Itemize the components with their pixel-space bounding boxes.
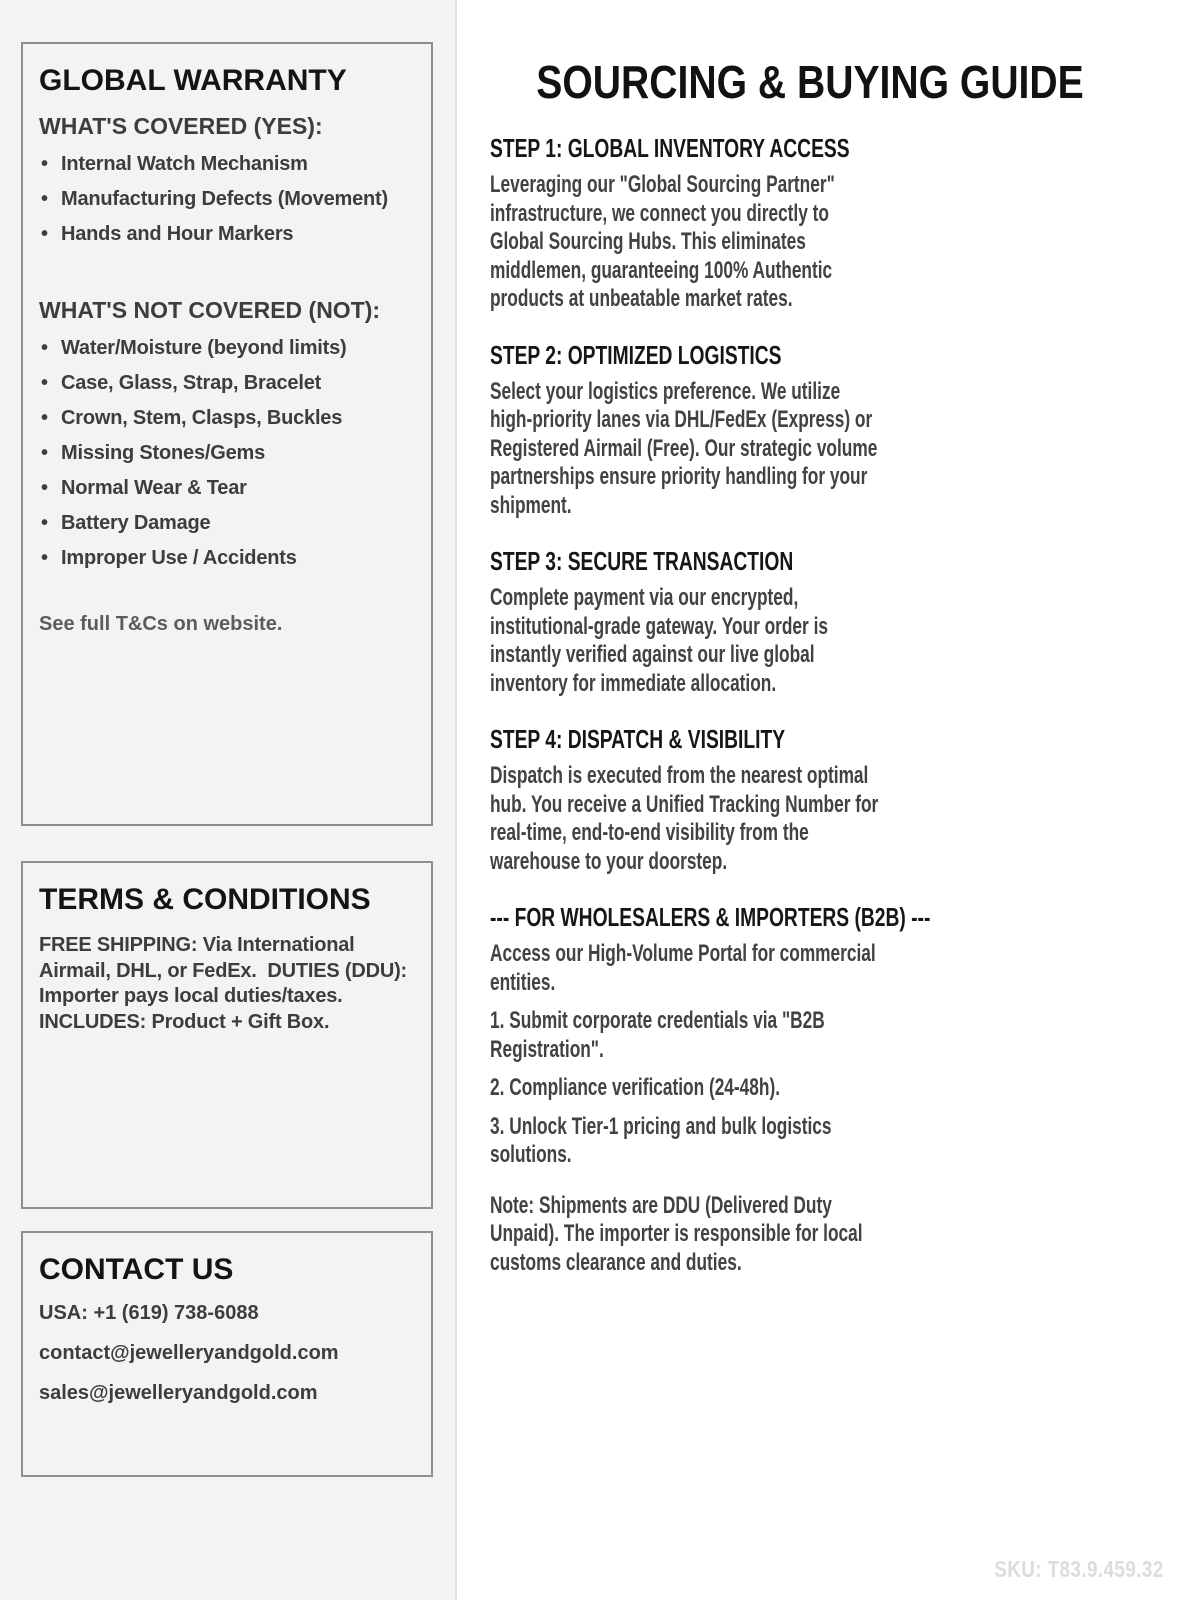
list-item: • Water/Moisture (beyond limits) [39, 337, 415, 359]
step-4-heading: STEP 4: DISPATCH & VISIBILITY [490, 724, 786, 754]
page-title-row [457, 57, 1163, 107]
not-covered-heading: WHAT'S NOT COVERED (NOT): [39, 297, 381, 323]
list-item: • Case, Glass, Strap, Bracelet [39, 372, 415, 394]
warranty-title: GLOBAL WARRANTY [39, 64, 347, 97]
terms-body: FREE SHIPPING: Via International Airmail, DHL, or FedEx. DUTIES (DDU): Importer pays local duties/taxes. INCLUDES: Product + Gift Box. [39, 934, 413, 1033]
contact-title: CONTACT US [39, 1253, 234, 1286]
contact-phone: USA: +1 (619) 738-6088 [39, 1302, 259, 1324]
terms-panel [21, 861, 433, 1209]
global-warranty-panel [21, 42, 433, 826]
b2b-item-3: 3. Unlock Tier-1 pricing and bulk logistics solutions. [490, 1112, 832, 1168]
list-item: • Normal Wear & Tear [39, 477, 415, 499]
sku-label: SKU: T83.9.459.32 [994, 1556, 1164, 1582]
list-item: • Manufacturing Defects (Movement) [39, 188, 415, 210]
step-2-heading: STEP 2: OPTIMIZED LOGISTICS [490, 339, 782, 370]
list-item: • Crown, Stem, Clasps, Buckles [39, 407, 415, 429]
sales-email: sales@jewelleryandgold.com [39, 1382, 318, 1404]
step-3-body: Complete payment via our encrypted, institutional-grade gateway. Your order is instantly verified against our live global inventory for immediate allocation. [490, 584, 828, 697]
info-sidebar [0, 0, 457, 1600]
b2b-heading: --- FOR WHOLESALERS & IMPORTERS (B2B) --- [490, 902, 931, 932]
b2b-item-1: 1. Submit corporate credentials via "B2B Registration". [490, 1007, 825, 1063]
step-3-heading: STEP 3: SECURE TRANSACTION [490, 546, 794, 576]
guide-main-column [457, 0, 1200, 1600]
list-item: • Hands and Hour Markers [39, 223, 415, 245]
step-1-body: Leveraging our "Global Sourcing Partner" infrastructure, we connect you directly to Global Sourcing Hubs. This eliminates middlemen, guaranteeing 100% Authentic products at unbeatable market rates. [490, 171, 835, 312]
b2b-intro: Access our High-Volume Portal for commercial entities. [490, 940, 876, 996]
not-covered-list [39, 337, 415, 569]
list-item: • Missing Stones/Gems [39, 442, 415, 464]
terms-title: TERMS & CONDITIONS [39, 883, 371, 916]
warranty-footnote: See full T&Cs on website. [39, 613, 283, 635]
step-1-heading: STEP 1: GLOBAL INVENTORY ACCESS [490, 133, 850, 163]
covered-list [39, 153, 415, 245]
list-item: • Internal Watch Mechanism [39, 153, 415, 175]
covered-heading: WHAT'S COVERED (YES): [39, 113, 323, 139]
list-item: • Battery Damage [39, 512, 415, 534]
step-4-body: Dispatch is executed from the nearest optimal hub. You receive a Unified Tracking Number for real-time, end-to-end visibility from the warehouse to your doorstep. [490, 762, 879, 875]
b2b-item-2: 2. Compliance verification (24-48h). [490, 1074, 781, 1101]
list-item: • Improper Use / Accidents [39, 547, 415, 569]
b2b-note: Note: Shipments are DDU (Delivered Duty Unpaid). The importer is responsible for local customs clearance and duties. [490, 1191, 863, 1276]
page-title: SOURCING & BUYING GUIDE [536, 56, 1084, 108]
guide-content [457, 134, 1200, 1277]
contact-email: contact@jewelleryandgold.com [39, 1342, 339, 1364]
contact-panel [21, 1231, 433, 1477]
step-2-body: Select your logistics preference. We utilize high-priority lanes via DHL/FedEx (Express) or Registered Airmail (Free). Our strategic volume partnerships ensure priority handling for your shipment. [490, 377, 878, 519]
